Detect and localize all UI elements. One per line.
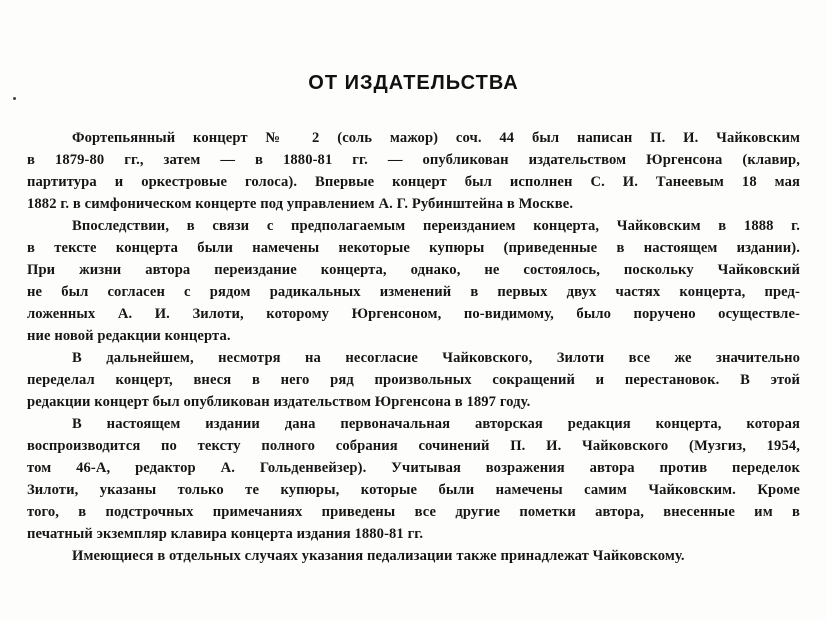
text-line: том 46-А, редактор А. Гольденвейзер). Учитывая возражения автора против переделок bbox=[27, 460, 800, 476]
text-line: в тексте концерта были намечены некоторые купюры (приведенные в настоящем издании). bbox=[27, 240, 800, 256]
text-line: переделал концерт, внеся в него ряд произвольных сокращений и перестановок. В этой bbox=[27, 372, 800, 388]
text-line: 1882 г. в симфоническом концерте под управлением А. Г. Рубинштейна в Москве. bbox=[27, 196, 574, 212]
scan-speck bbox=[13, 97, 16, 100]
text-line: Фортепьянный концерт № 2 (соль мажор) соч. 44 был написан П. И. Чайковским bbox=[72, 130, 800, 146]
text-line: ние новой редакции концерта. bbox=[27, 328, 231, 344]
body-text bbox=[27, 127, 800, 567]
text-line: Имеющиеся в отдельных случаях указания педализации также принадлежат Чайковскому. bbox=[72, 548, 685, 564]
text-line: Впоследствии, в связи с предполагаемым переизданием концерта, Чайковским в 1888 г. bbox=[72, 218, 800, 234]
paragraph bbox=[27, 413, 800, 545]
paragraph bbox=[27, 545, 800, 567]
text-line: печатный экземпляр клавира концерта издания 1880-81 гг. bbox=[27, 526, 424, 542]
paragraph bbox=[27, 127, 800, 215]
page-title: ОТ ИЗДАТЕЛЬСТВА bbox=[308, 72, 519, 94]
text-line: партитура и оркестровые голоса). Впервые концерт был исполнен С. И. Танеевым 18 мая bbox=[27, 174, 800, 190]
text-line: При жизни автора переиздание концерта, однако, не состоялось, поскольку Чайковский bbox=[27, 262, 800, 278]
text-line: В дальнейшем, несмотря на несогласие Чайковского, Зилоти все же значительно bbox=[72, 350, 800, 366]
paragraph bbox=[27, 215, 800, 347]
paragraph bbox=[27, 347, 800, 413]
text-line: Зилоти, указаны только те купюры, которые были намечены самим Чайковским. Кроме bbox=[27, 482, 800, 498]
text-line: воспроизводится по тексту полного собрания сочинений П. И. Чайковского (Музгиз, 1954, bbox=[27, 438, 800, 454]
text-line: не был согласен с рядом радикальных изменений в первых двух частях концерта, пред- bbox=[27, 284, 800, 300]
text-line: редакции концерт был опубликован издательством Юргенсона в 1897 году. bbox=[27, 394, 531, 410]
text-line: В настоящем издании дана первоначальная авторская редакция концерта, которая bbox=[72, 416, 800, 432]
text-line: в 1879-80 гг., затем — в 1880-81 гг. — опубликован издательством Юргенсона (клавир, bbox=[27, 152, 800, 168]
text-line: того, в подстрочных примечаниях приведены все другие пометки автора, внесенные им в bbox=[27, 504, 800, 520]
text-line: ложенных А. И. Зилоти, которому Юргенсоном, по-видимому, было поручено осуществле- bbox=[27, 306, 800, 322]
